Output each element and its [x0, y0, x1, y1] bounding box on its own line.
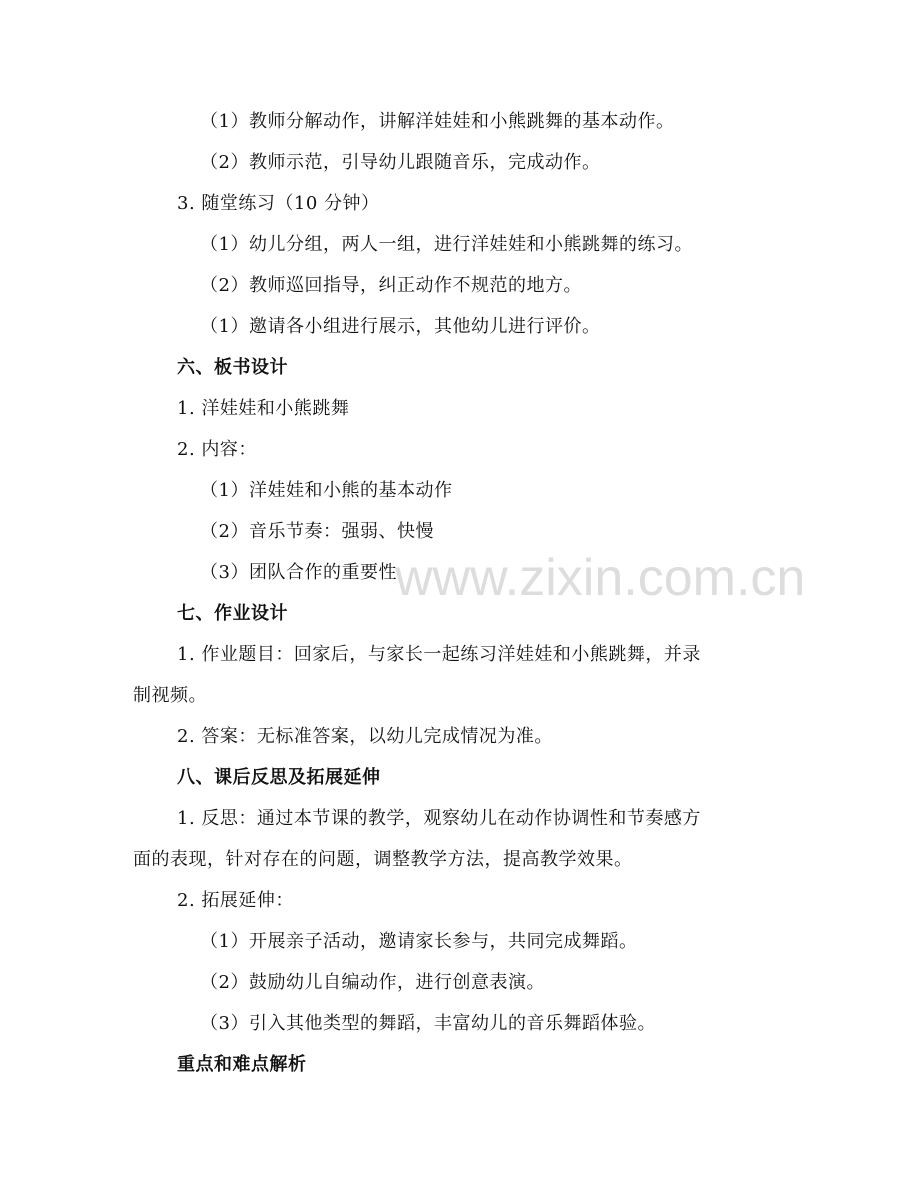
text-line: （1）洋娃娃和小熊的基本动作: [200, 480, 453, 501]
text-line: 面的表现，针对存在的问题，调整教学方法，提高教学效果。: [133, 849, 633, 870]
text-line: 2. 答案：无标准答案，以幼儿完成情况为准。: [177, 726, 553, 747]
watermark: www.zixin.com.cn: [395, 549, 806, 607]
text-line: 1. 作业题目：回家后，与家长一起练习洋娃娃和小熊跳舞，并录: [177, 644, 701, 665]
text-line: （2）音乐节奏：强弱、快慢: [200, 521, 434, 542]
text-line: （3）团队合作的重要性: [200, 562, 397, 583]
text-line: （2）教师示范，引导幼儿跟随音乐，完成动作。: [200, 152, 601, 173]
text-line: 2. 拓展延伸：: [177, 890, 294, 911]
section-heading: 六、板书设计: [177, 357, 288, 378]
text-line: （2）教师巡回指导，纠正动作不规范的地方。: [200, 275, 582, 296]
text-line: （1）开展亲子活动，邀请家长参与，共同完成舞蹈。: [200, 931, 638, 952]
text-line: （1）教师分解动作，讲解洋娃娃和小熊跳舞的基本动作。: [200, 111, 675, 132]
text-line: （2）鼓励幼儿自编动作，进行创意表演。: [200, 972, 545, 993]
text-line: 3. 随堂练习（10 分钟）: [177, 193, 380, 214]
text-line: 制视频。: [133, 685, 207, 706]
section-heading: 重点和难点解析: [177, 1054, 307, 1075]
text-line: 2. 内容：: [177, 439, 257, 460]
section-heading: 八、课后反思及拓展延伸: [177, 767, 381, 788]
text-line: （1）邀请各小组进行展示，其他幼儿进行评价。: [200, 316, 601, 337]
text-line: （3）引入其他类型的舞蹈，丰富幼儿的音乐舞蹈体验。: [200, 1013, 656, 1034]
text-line: （1）幼儿分组，两人一组，进行洋娃娃和小熊跳舞的练习。: [200, 234, 693, 255]
text-line: 1. 反思：通过本节课的教学，观察幼儿在动作协调性和节奏感方: [177, 808, 701, 829]
text-line: 1. 洋娃娃和小熊跳舞: [177, 398, 350, 419]
section-heading: 七、作业设计: [177, 603, 288, 624]
